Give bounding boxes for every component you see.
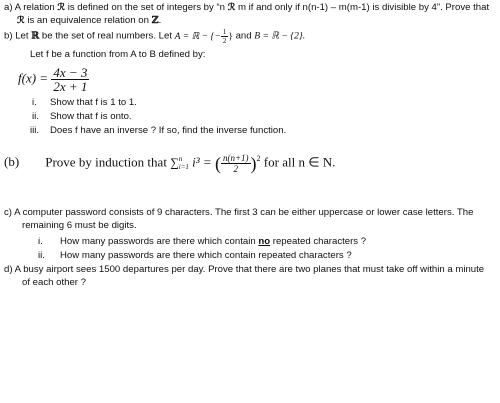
induction-fraction xyxy=(221,153,251,174)
item-text-post: repeated characters ? xyxy=(272,236,367,247)
item-number: ii. xyxy=(32,111,39,122)
set-b: B = ℝ − {2}. xyxy=(254,30,306,42)
question-a-text-post: m if and only if n(n-1) – m(m-1) is divisible by 4”. Prove that xyxy=(238,2,490,13)
question-b-item-2 xyxy=(32,111,132,123)
question-c-item-1 xyxy=(38,236,366,248)
item-number: i. xyxy=(38,236,43,247)
function-fraction xyxy=(51,66,89,93)
question-b-intro-mid: be the set of real numbers. Let xyxy=(41,30,172,42)
function-definition xyxy=(18,66,89,93)
sum-lower: i=1 xyxy=(178,163,189,172)
question-b-func-line: Let f be a function from A to B defined by: xyxy=(30,49,206,60)
and-word: and xyxy=(235,30,252,42)
question-a-line-2-text: is an equivalence relation on xyxy=(27,15,149,26)
exponent: 2 xyxy=(256,154,261,163)
relation-symbol: ℛ xyxy=(57,2,66,13)
function-denominator: 2x + 1 xyxy=(53,79,88,94)
item-number: ii. xyxy=(38,250,45,261)
sum-upper: n xyxy=(178,155,183,164)
item-text: Does f have an inverse ? If so, find the inverse function. xyxy=(50,125,287,136)
question-a-line-1 xyxy=(4,2,489,14)
question-a-text-pre: A relation xyxy=(14,2,55,13)
relation-symbol-2: ℛ xyxy=(17,15,25,26)
question-c-line-1 xyxy=(4,207,473,219)
set-a-text: A = ℝ − {− xyxy=(174,30,221,42)
question-d-line-2: of each other ? xyxy=(22,277,87,288)
item-emphasis: no xyxy=(258,236,271,247)
set-a xyxy=(174,28,233,45)
reals-symbol: ℝ xyxy=(31,30,40,42)
question-b-item-1 xyxy=(32,97,137,109)
sum-symbol: ∑ xyxy=(170,155,179,170)
half-den: 2 xyxy=(222,37,227,45)
set-a-end: } xyxy=(228,30,233,42)
right-paren: ) xyxy=(250,153,257,174)
sum-limits xyxy=(179,155,189,171)
induction-text: Prove by induction that xyxy=(45,154,167,170)
item-text: Show that f is onto. xyxy=(50,111,132,122)
question-b-item-3 xyxy=(30,125,286,137)
question-a-label: a) xyxy=(4,2,13,13)
question-b-intro-pre: Let xyxy=(15,30,29,42)
question-c-line-2: remaining 6 must be digits. xyxy=(22,220,137,231)
question-d-label: d) xyxy=(4,264,13,275)
question-d-text: A busy airport sees 1500 departures per day. Prove that there are two planes that must take off within a minute xyxy=(14,264,485,275)
question-c-item-2 xyxy=(38,250,352,262)
sum-term: i³ = xyxy=(192,154,212,170)
fx-label: f(x) = xyxy=(18,70,49,86)
item-text-pre: How many passwords are there which contain xyxy=(60,236,256,247)
induction-denominator: 2 xyxy=(233,163,238,174)
question-d-line-1 xyxy=(4,264,484,276)
item-number: iii. xyxy=(30,125,40,136)
left-paren: ( xyxy=(214,153,221,174)
function-numerator: 4x − 3 xyxy=(53,65,88,80)
period: . xyxy=(158,15,162,26)
integers-symbol: ℤ xyxy=(151,15,159,26)
induction-tail: for all n ∈ N. xyxy=(263,154,336,170)
question-a-text-mid: is defined on the set of integers by “n xyxy=(67,2,226,13)
question-c-label: c) xyxy=(4,207,12,218)
induction-numerator: n(n+1) xyxy=(222,152,249,163)
half-num: 1 xyxy=(222,28,227,36)
item-text: How many passwords are there which contain repeated characters ? xyxy=(60,250,352,261)
item-number: i. xyxy=(32,97,37,108)
question-b-label: b) xyxy=(4,30,13,42)
question-c-text: A computer password consists of 9 characters. The first 3 can be either uppercase or lower case letters. The xyxy=(14,207,474,218)
question-a-line-2 xyxy=(17,15,161,27)
relation-symbol-inline: ℛ xyxy=(227,2,236,13)
item-text: Show that f is 1 to 1. xyxy=(50,97,137,108)
question-b-line-1 xyxy=(4,28,305,45)
induction-label: (b) xyxy=(4,154,20,170)
induction-question xyxy=(4,148,335,174)
